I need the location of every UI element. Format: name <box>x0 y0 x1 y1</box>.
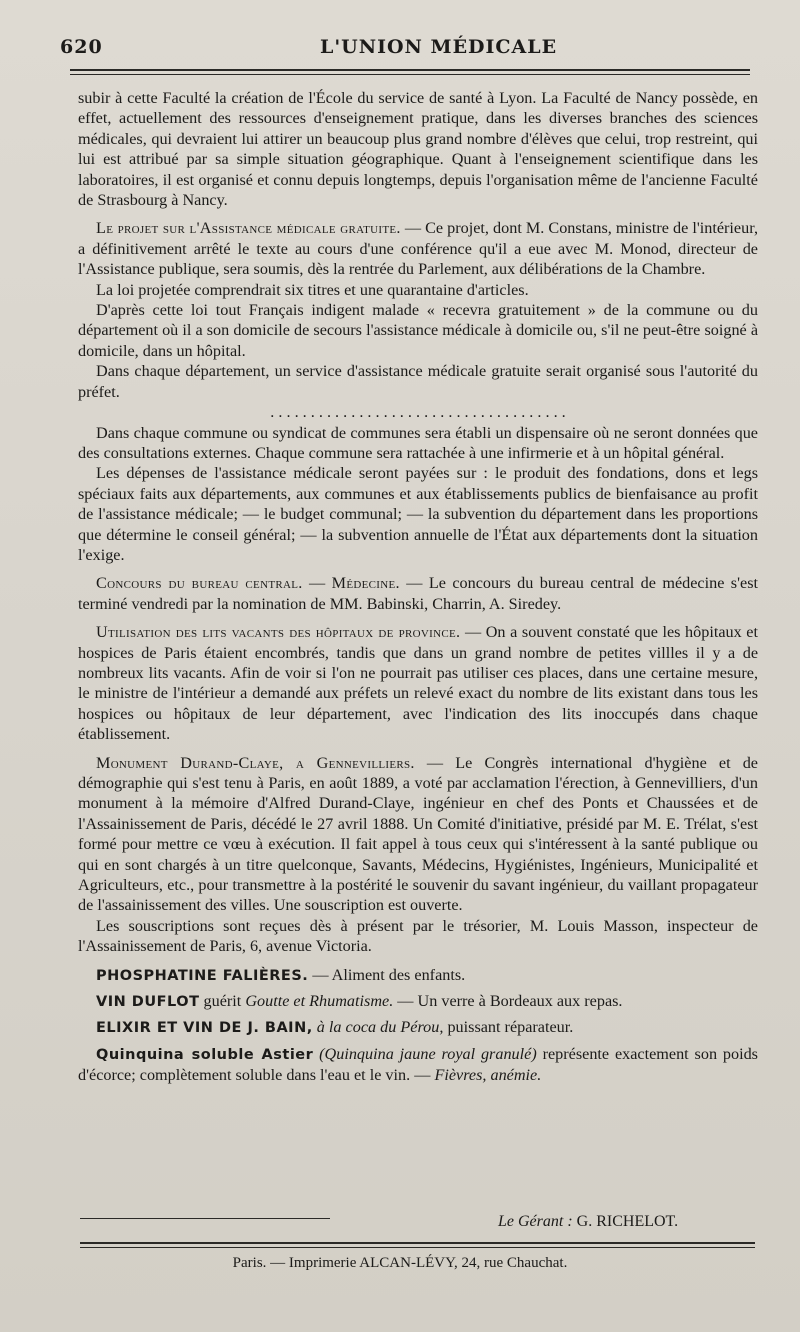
ellipsis-dots: . . . . . . . . . . . . . . . . . . . . . . . . . . . . . . . . . . . . . <box>270 403 566 422</box>
section-heading-monument: Monument Durand-Claye, a Gennevilliers. <box>96 753 415 772</box>
paragraph-concours: Concours du bureau central. — Médecine. — Le concours du bureau central de médecine s'est terminé vendredi par la nomination de MM. Babinski, Charrin, A. Siredey. <box>78 574 759 613</box>
paragraph-concours-text: — Le concours du bureau central de médecine s'est terminé vendredi par la nomination de MM. Babinski, Charrin, A. Siredey. <box>78 574 759 613</box>
section-heading-lits: Utilisation des lits vacants des hôpitaux de province. <box>96 623 461 642</box>
paragraph-souscriptions: Les souscriptions sont reçues dès à présent par le trésorier, M. Louis Masson, inspecteur de l'Assainissement de Paris, 6, avenue Victoria. <box>78 916 758 956</box>
gerant-name: G. RICHELOT. <box>572 1213 679 1230</box>
running-title: L'UNION MÉDICALE <box>320 36 558 58</box>
advertisement-phosphatine <box>78 965 758 986</box>
paragraph-lits-vacants <box>78 622 758 744</box>
advertisement-elixir-bain <box>78 1017 758 1038</box>
ad-italic: (Quinquina jaune royal granulé) <box>319 1044 537 1063</box>
ad-italic: Goutte et Rhumatisme. <box>245 992 394 1011</box>
footer-short-rule <box>80 1218 330 1219</box>
section-subheading-medecine: Médecine. <box>331 574 400 593</box>
ad-tail: représente exactement son poids d'écorce; complètement soluble dans l'eau et le vin. — <box>78 1044 758 1085</box>
ad-italic-end: Fièvres, anémie. <box>434 1066 542 1085</box>
paragraph-assistance-medicale <box>78 218 758 279</box>
gerant-label: Le Gérant : <box>498 1213 573 1230</box>
ad-brand: ELIXIR ET VIN DE J. BAIN, <box>96 1020 313 1037</box>
header-rule-thin <box>70 74 750 75</box>
paragraph-service-departement: Dans chaque département, un service d'assistance médicale gratuite serait organisé sous l'autorité du préfet. <box>78 362 758 401</box>
paragraph-assistance-text: — Ce projet, dont M. Constans, ministre de l'intérieur, a définitivement arrêté le texte au cours d'une conférence qu'il a eue avec M. Monod, directeur de l'Assistance publique, sera soumis, dès la rentrée du Parlement, aux délibérations de la Chambre. <box>78 219 759 279</box>
gerant-signature <box>498 1213 678 1231</box>
section-heading-assistance: Le projet sur l'Assistance médicale gratuite. <box>96 219 401 238</box>
article-body <box>78 88 758 1086</box>
ad-text: — Aliment des enfants. <box>308 965 466 984</box>
ad-italic: à la coca du Pérou, <box>316 1018 444 1037</box>
ad-text: guérit <box>199 992 246 1011</box>
ad-brand: Quinquina soluble Astier <box>96 1046 314 1063</box>
advertisement-quinquina <box>78 1044 758 1086</box>
ad-tail: puissant réparateur. <box>443 1018 574 1037</box>
paragraph-monument-text: — Le Congrès international d'hygiène et de démographie qui s'est tenu à Paris, en août 1889, a voté par acclamation l'érection, à Gennevilliers, d'un monument à la mémoire d'Alfred Durand-Claye, ingénieur en chef des Ponts et Chaussées et de l'Assainissement de Paris, décédé le 27 avril 1888. Un Comité d'initiative, présidé par M. E. Trélat, s'est formé pour mettre ce vœu à exécution. Il fait appel à tous ceux qui s'intéressent à la santé publique ou qui en sont chargés à un titre quelconque, Savants, Médecins, Hygiénistes, Ingénieurs, Municipalité et Agriculteurs, etc., pour transmettre à la postérité le souvenir du savant ingénieur, du vaillant propagateur de l'assainissement des villes. Une souscription est ouverte. <box>78 753 758 915</box>
advertisement-vin-duflot <box>78 991 758 1012</box>
paragraph-monument <box>78 753 758 916</box>
footer-rule-thick <box>80 1242 755 1244</box>
section-heading-concours: Concours du bureau central. <box>96 574 303 593</box>
ad-tail: — Un verre à Bordeaux aux repas. <box>393 992 623 1011</box>
paragraph-loi-projetee: La loi projetée comprendrait six titres et une quarantaine d'articles. <box>96 280 529 299</box>
header-rule-thick <box>70 69 750 71</box>
ad-brand: PHOSPHATINE FALIÈRES. <box>96 967 309 984</box>
printer-imprint: Paris. — Imprimerie ALCAN-LÉVY, 24, rue Chauchat. <box>232 1255 568 1271</box>
paragraph-lits-text: — On a souvent constaté que les hôpitaux et hospices de Paris étaient encombrés, tandis que dans un grand nombre de petites villles il y a de nombreux lits vacants. Afin de voir si l'on ne pourrait pas utiliser ces places, dans une certaine mesure, le ministre de l'intérieur a demandé aux préfets un relevé exact du nombre de lits existant dans tous les hospices ou hôpitaux de leur département, avec l'indication des lits inoccupés dans chaque établissement. <box>78 623 758 744</box>
page-number: 620 <box>60 36 103 58</box>
footer-rule-thin <box>80 1247 755 1248</box>
paragraph-depenses: Les dépenses de l'assistance médicale seront payées sur : le produit des fondations, dons et legs spéciaux faits aux départements, aux communes et aux établissements publics de bienfaisance au profit de l'assistance médicale; — le budget communal; — la subvention du département dans les proportions que détermine le conseil général; — la subvention annuelle de l'État aux départements dont la situation l'exige. <box>78 464 758 564</box>
paragraph-faculte-nancy: subir à cette Faculté la création de l'École du service de santé à Lyon. La Faculté de Nancy possède, en effet, actuellement des ressources d'enseignement pratique, dans les diverses branches des sciences médicales, qui devraient lui attirer un beaucoup plus grand nombre d'élèves que celui, trop restreint, qui lui est attribué par sa simple situation géographique. Quant à l'enseignement scientifique dans les laboratoires, il est organisé et connu depuis longtemps, depuis l'organisation même de l'ancienne Faculté de Strasbourg à Nancy. <box>78 89 758 210</box>
page-header <box>60 36 750 66</box>
paragraph-dispensaire: Dans chaque commune ou syndicat de communes sera établi un dispensaire où ne seront données que des consultations externes. Chaque commune sera rattachée à une infirmerie et à un hôpital général. <box>78 423 758 462</box>
paragraph-francais-indigent: D'après cette loi tout Français indigent malade « recevra gratuitement » de la commune ou du département où il a son domicile de secours l'assistance médicale à domicile ou, s'il ne peut-être soigné à domicile, dans un hôpital. <box>78 301 758 360</box>
ad-brand: VIN DUFLOT <box>96 994 200 1011</box>
